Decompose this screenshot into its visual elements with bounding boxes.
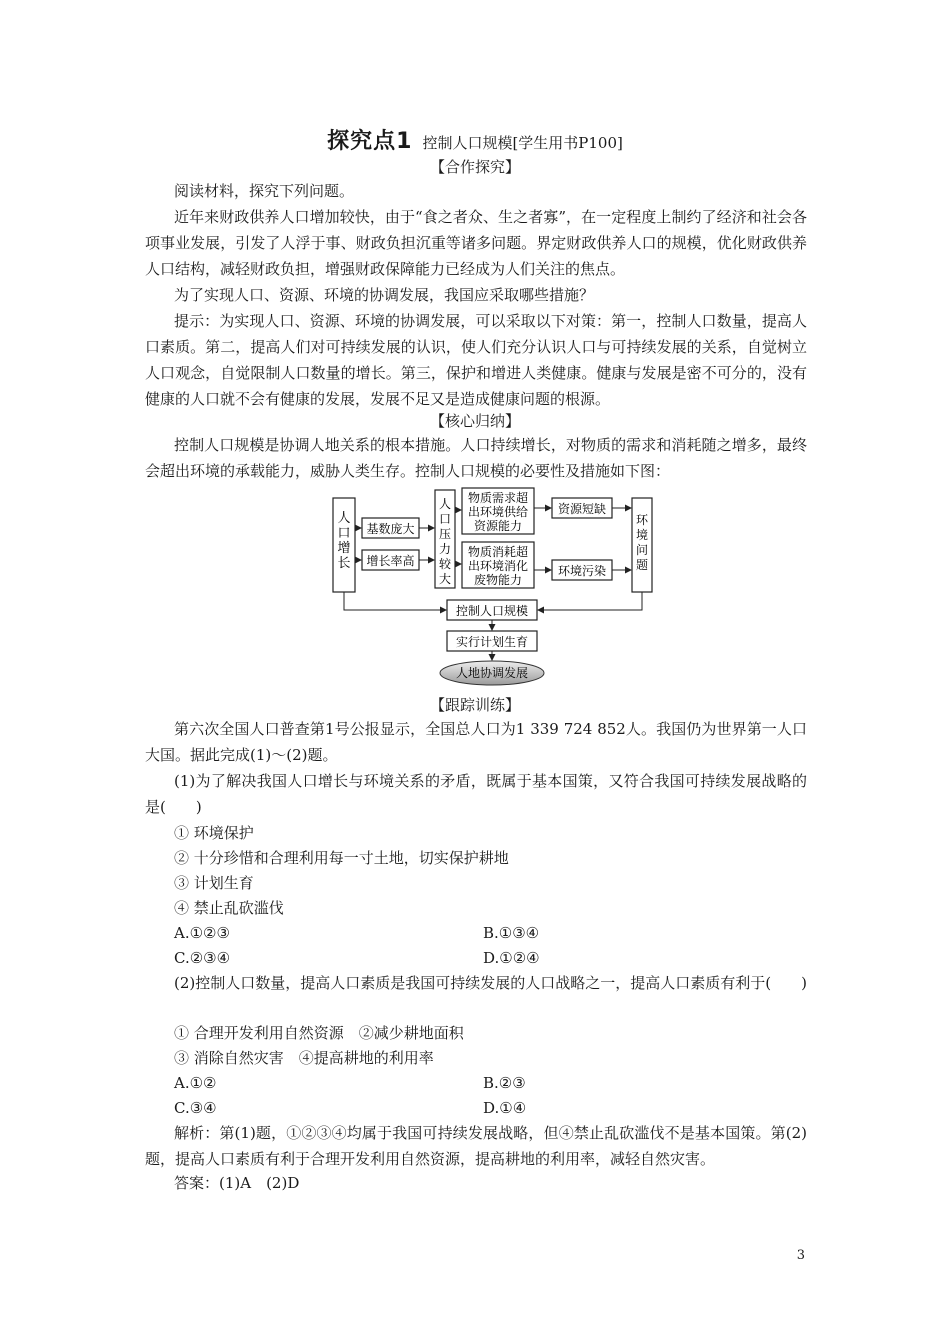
label-large-base: 基数庞大	[366, 522, 415, 536]
paragraph-material: 近年来财政供养人口增加较快，由于“食之者众、生之者寡”，在一定程度上制约了经济和社会各项事业发展，引发了人浮于事、财政负担沉重等诸多问题。界定财政供养人口的规模，优化财政供养人口结构，减轻财政负担，增强财政保障能力已经成为人们关注的焦点。	[145, 208, 807, 278]
box-population-pressure	[435, 490, 455, 588]
box-material-demand	[462, 488, 534, 534]
label-consumption-2: 出环境消化	[467, 559, 529, 573]
answer-line: 答案：(1)A (2)D	[174, 1174, 300, 1192]
label-consumption-1: 物质消耗超	[467, 545, 529, 559]
label-env-1: 环	[635, 513, 649, 527]
q1-option-d[interactable]: D.①②④	[483, 949, 540, 967]
question-2: (2)控制人口数量，提高人口素质是我国可持续发展的人口战略之一，提高人口素质有利于( )	[174, 974, 807, 992]
box-population-growth	[333, 498, 355, 592]
box-family-planning	[447, 631, 537, 651]
ellipse-harmony	[440, 661, 544, 685]
box-large-base	[362, 518, 419, 538]
q1-option-c[interactable]: C.②③④	[174, 949, 231, 967]
label-env-3: 问	[635, 543, 649, 557]
label-demand-1: 物质需求超	[467, 491, 529, 505]
label-demand-2: 出环境供给	[467, 505, 529, 519]
box-control-population	[447, 600, 537, 620]
title-main: 探究点1	[327, 129, 413, 154]
label-shortage: 资源短缺	[557, 502, 607, 516]
heading-genzong: 【跟踪训练】	[429, 696, 520, 714]
label-growth-3: 增	[337, 541, 351, 556]
q2-option-b[interactable]: B.②③	[483, 1074, 526, 1092]
paragraph-core: 控制人口规模是协调人地关系的根本措施。人口持续增长，对物质的需求和消耗随之增多，最终会超出环境的承载能力，威胁人类生存。控制人口规模的必要性及措施如下图：	[145, 436, 807, 480]
label-pressure-1: 人	[438, 497, 452, 511]
label-pressure-2: 口	[438, 512, 452, 526]
paragraph-analysis: 解析：第(1)题，①②③④均属于我国可持续发展战略，但④禁止乱砍滥伐不是基本国策。第(2)题，提高人口素质有利于合理开发利用自然资源，提高耕地的利用率，减轻自然灾害。	[145, 1124, 807, 1168]
label-env-2: 境	[635, 528, 649, 542]
box-environment-problem	[632, 498, 652, 592]
label-pressure-5: 较	[438, 557, 452, 571]
question-1: (1)为了解决我国人口增长与环境关系的矛盾，既属于基本国策，又符合我国可持续发展战略的是( )	[145, 772, 807, 816]
label-pressure-3: 压	[438, 527, 452, 541]
paragraph-census: 第六次全国人口普查第1号公报显示，全国总人口为1 339 724 852人。我国仍为世界第一人口大国。据此完成(1)～(2)题。	[145, 720, 807, 764]
page-number: 3	[796, 1248, 805, 1263]
box-material-consumption	[462, 542, 534, 588]
q2-option-d[interactable]: D.①④	[483, 1099, 527, 1117]
title-sub: 控制人口规模[学生用书P100]	[422, 134, 623, 152]
label-env-4: 题	[635, 558, 649, 572]
box-resource-shortage	[552, 498, 612, 518]
label-high-rate: 增长率高	[366, 554, 415, 568]
q1-option-a[interactable]: A.①②③	[174, 924, 230, 942]
label-control: 控制人口规模	[455, 604, 529, 618]
heading-hexin: 【核心归纳】	[429, 412, 520, 430]
section-title	[0, 124, 950, 155]
q1-item-3: ③ 计划生育	[174, 874, 254, 892]
label-family-planning: 实行计划生育	[455, 635, 529, 649]
q1-option-b[interactable]: B.①③④	[483, 924, 540, 942]
heading-hezuo: 【合作探究】	[429, 158, 520, 176]
label-pressure-6: 大	[438, 572, 452, 586]
label-growth-4: 长	[337, 556, 351, 571]
paragraph-question: 为了实现人口、资源、环境的协调发展，我国应采取哪些措施？	[174, 286, 595, 304]
q2-option-a[interactable]: A.①②	[174, 1074, 217, 1092]
q1-item-4: ④ 禁止乱砍滥伐	[174, 899, 284, 917]
q2-item-1: ① 合理开发利用自然资源 ②减少耕地面积	[174, 1024, 464, 1042]
population-diagram	[320, 484, 660, 690]
q2-option-c[interactable]: C.③④	[174, 1099, 217, 1117]
label-consumption-3: 废物能力	[473, 573, 523, 587]
label-pressure-4: 力	[438, 542, 452, 556]
q1-item-1: ① 环境保护	[174, 824, 254, 842]
label-pollution: 环境污染	[557, 564, 607, 578]
label-harmony: 人地协调发展	[455, 666, 529, 680]
q2-item-2: ③ 消除自然灾害 ④提高耕地的利用率	[174, 1049, 434, 1067]
paragraph-hint: 提示：为实现人口、资源、环境的协调发展，可以采取以下对策：第一，控制人口数量，提高人口素质。第二，提高人们对可持续发展的认识，使人们充分认识人口与可持续发展的关系，自觉树立人口观念，自觉限制人口数量的增长。第三，保护和增进人类健康。健康与发展是密不可分的，没有健康的人口就不会有健康的发展，发展不足又是造成健康问题的根源。	[145, 312, 807, 408]
q1-item-2: ② 十分珍惜和合理利用每一寸土地，切实保护耕地	[174, 849, 509, 867]
label-growth-2: 口	[337, 526, 351, 541]
box-environment-pollution	[552, 560, 612, 580]
paragraph-read: 阅读材料，探究下列问题。	[174, 182, 355, 200]
label-demand-3: 资源能力	[473, 519, 523, 533]
box-high-rate	[362, 550, 419, 570]
label-growth-1: 人	[337, 511, 351, 526]
